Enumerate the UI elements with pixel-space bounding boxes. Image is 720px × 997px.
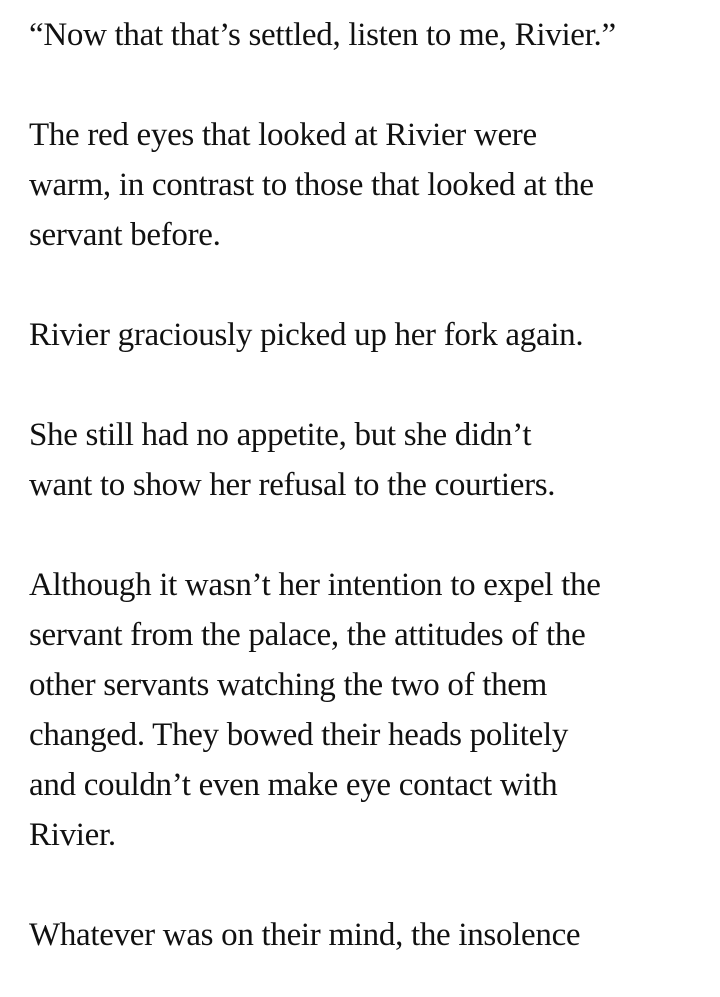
paragraph-5 <box>29 560 709 860</box>
text-line: She still had no appetite, but she didn’t <box>29 417 532 453</box>
text-line: Whatever was on their mind, the insolence <box>29 917 581 953</box>
text-line: changed. They bowed their heads politely <box>29 717 569 753</box>
text-line: Although it wasn’t her intention to expel the <box>29 567 601 603</box>
text-line: The red eyes that looked at Rivier were <box>29 117 537 153</box>
text-line: warm, in contrast to those that looked at the <box>29 167 594 203</box>
text-line: servant from the palace, the attitudes of the <box>29 617 586 653</box>
paragraph-2 <box>29 110 709 260</box>
text-line: and couldn’t even make eye contact with <box>29 767 558 803</box>
paragraph-6 <box>29 910 709 960</box>
text-line: servant before. <box>29 217 221 253</box>
paragraph-4 <box>29 410 709 510</box>
text-line: Rivier graciously picked up her fork again. <box>29 317 584 353</box>
paragraph-1 <box>29 10 709 60</box>
text-line: Rivier. <box>29 817 116 853</box>
paragraph-3 <box>29 310 709 360</box>
text-line: want to show her refusal to the courtiers. <box>29 467 556 503</box>
story-text <box>29 10 709 997</box>
text-line: other servants watching the two of them <box>29 667 547 703</box>
text-line: “Now that that’s settled, listen to me, Rivier.” <box>29 17 616 53</box>
